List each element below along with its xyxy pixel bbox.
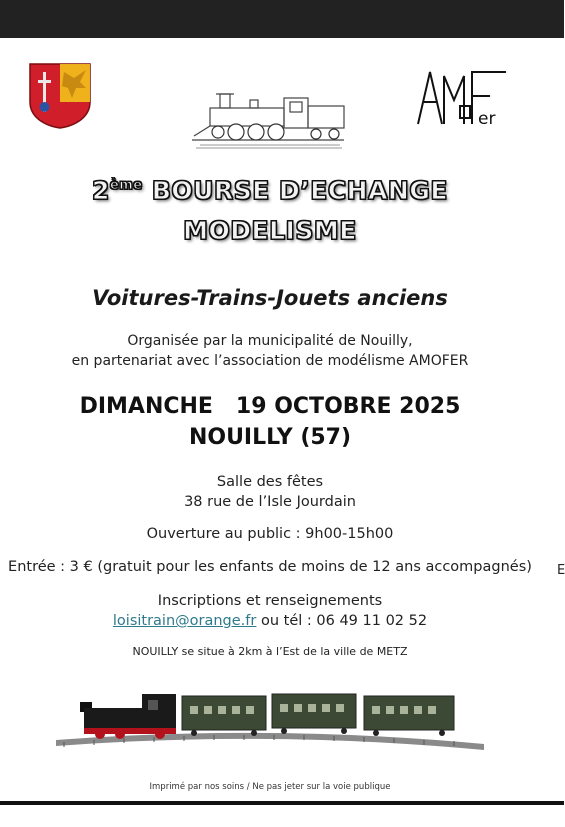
- organizer-line2: en partenariat avec l’association de modélisme AMOFER: [71, 353, 469, 369]
- event-title-line2: MODELISME: [183, 216, 357, 245]
- event-subtitle: Voitures-Trains-Jouets anciens: [92, 286, 448, 310]
- footer-note: Imprimé par nos soins / Ne pas jeter sur la voie publique: [149, 782, 391, 792]
- contact-line: [0, 611, 540, 631]
- amofer-logo: [414, 66, 508, 130]
- right-edge-text: E: [557, 563, 565, 578]
- opening-hours: Ouverture au public : 9h00-15h00: [146, 526, 394, 542]
- event-title-line1: [0, 176, 540, 205]
- bottom-rule: [0, 801, 564, 805]
- top-bar: [0, 0, 564, 38]
- steam-locomotive-drawing: [190, 90, 346, 150]
- title-ordinal-suffix: ème: [109, 178, 143, 193]
- event-date: DIMANCHE 19 OCTOBRE 2025: [79, 394, 461, 419]
- event-place: NOUILLY (57): [188, 425, 352, 450]
- title-line1-text: BOURSE D’ECHANGE: [151, 176, 448, 205]
- svg-text:er: er: [478, 109, 496, 129]
- contact-heading: Inscriptions et renseignements: [157, 593, 383, 609]
- venue-address: 38 rue de l’Isle Jourdain: [184, 494, 356, 510]
- location-note: NOUILLY se situe à 2km à l’Est de la ville de METZ: [132, 645, 408, 658]
- title-ordinal-number: 2: [92, 176, 110, 205]
- model-train-photo: [54, 684, 486, 754]
- contact-phone: ou tél : 06 49 11 02 52: [260, 613, 428, 629]
- venue-name: Salle des fêtes: [216, 474, 324, 490]
- contact-email-link[interactable]: loisitrain@orange.fr: [112, 613, 257, 629]
- organizer-line1: Organisée par la municipalité de Nouilly,: [127, 333, 413, 349]
- nouilly-coat-of-arms-icon: [28, 62, 92, 130]
- entry-price: Entrée : 3 € (gratuit pour les enfants de moins de 12 ans accompagnés): [8, 559, 532, 575]
